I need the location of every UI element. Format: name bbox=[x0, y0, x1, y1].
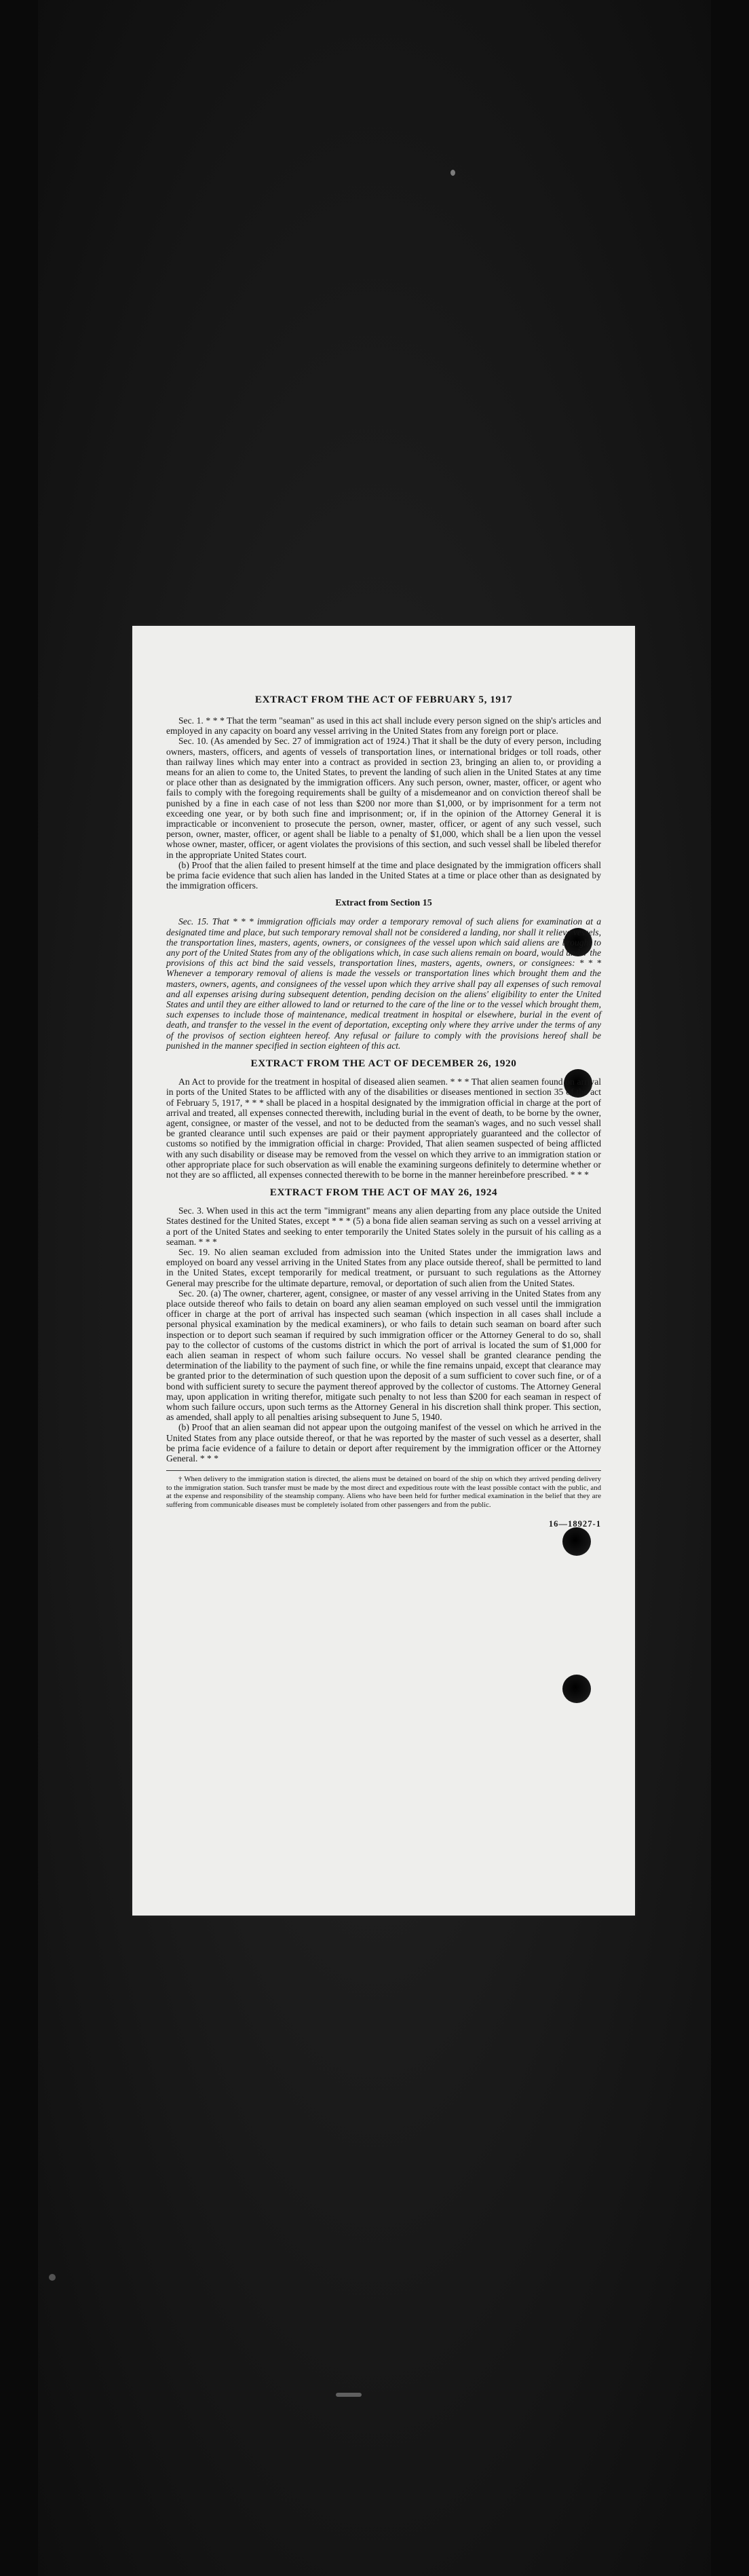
heading-act-1924: EXTRACT FROM THE ACT OF MAY 26, 1924 bbox=[269, 1187, 498, 1199]
section-20a: Sec. 20. (a) The owner, charterer, agent, consignee, or master of any vessel arriving in the United States from any place outside thereof who fails to detain on board any alien seaman employed on such vessel until the immigration officer in charge at the port of arrival has inspected such seaman (which inspection in all cases shall include a personal physical examination by the medical examiners), or who fails to detain such seaman on board after such inspection or to deport such seaman if required by such immigration officer or the Attorney General to do so, shall pay to the collector of customs of the customs district in which the port of arrival is located the sum of $1,000 for each alien seaman in respect of whom such failure occurs. No vessel shall be granted clearance pending the determination of the liability to the payment of such fine, or while the fine remains unpaid, except that clearance may be granted prior to the determination of such question upon the deposit of a sum sufficient to cover such fine, or of a bond with sufficient surety to secure the payment thereof approved by the collector of customs. The Attorney General may, upon application in writing therefor, mitigate such penalty to not less than $200 for each seaman in respect of whom such failure occurs, upon such terms as the Attorney General in his discretion shall think proper. This section, as amended, shall apply to all penalties arising subsequent to June 5, 1940. bbox=[166, 1288, 601, 1423]
punch-hole bbox=[562, 1675, 591, 1703]
film-edge-right bbox=[711, 0, 749, 2576]
section-10: Sec. 10. (As amended by Sec. 27 of immigration act of 1924.) That it shall be the duty of every person, including owners, masters, officers, and agents of vessels of transportation lines, or international bridges or toll roads, other than railway lines which may enter into a contract as provided in section 23, bringing an alien to, or providing a means for an alien to come to, the United States, to prevent the landing of such alien in the United States at any time or place other than as designated by the immigration officers. Any such person, owner, master, officer, or agent who fails to comply with the foregoing requirements shall be guilty of a misdemeanor and on conviction thereof shall be punished by a fine in each case of not less than $200 nor more than $1,000, or by imprisonment for a term not exceeding one year, or by both such fine and imprisonment; or, if in the opinion of the Attorney General it is impracticable or inconvenient to prosecute the person, owner, master, officer, or agent of any such vessel, such person, owner, master, officer, or agent shall be liable to a penalty of $1,000, which shall be a lien upon the vessel whose owner, master, officer, or agent violates the provisions of this section, and such vessel shall be libeled therefor in the appropriate United States court. bbox=[166, 736, 601, 860]
heading-act-1920: EXTRACT FROM THE ACT OF DECEMBER 26, 1920 bbox=[250, 1058, 517, 1070]
dust-speck bbox=[336, 2393, 362, 2397]
section-1: Sec. 1. * * * That the term "seaman" as used in this act shall include every person signed on the ship's articles and employed in any capacity on board any vessel arriving in the United States from any foreign port or place. bbox=[166, 715, 601, 736]
document-page bbox=[132, 626, 635, 1916]
film-edge-left bbox=[0, 0, 38, 2576]
section-3: Sec. 3. When used in this act the term "immigrant" means any alien departing from any place outside the United States destined for the United States, except * * * (5) a bona fide alien seaman serving as such on a vessel arriving at a port of the United States and seeking to enter temporarily the United States solely in the pursuit of his calling as a seaman. * * * bbox=[166, 1206, 601, 1247]
section-10b: (b) Proof that the alien failed to present himself at the time and place designated by the immigration officers shall be prima facie evidence that such alien has landed in the United States at a time or place other than as designated by the immigration officers. bbox=[166, 859, 601, 891]
heading-section-15: Extract from Section 15 bbox=[335, 898, 432, 909]
footnote: † When delivery to the immigration station is directed, the aliens must be detained on board of the ship on which they arrived pending delivery to the immigration station. Such transfer must be made by the most direct and expeditious route with the least possible contact with the public, and at the expense and responsibility of the steamship company. Aliens who have been held for further medical examination in the belief that they are suffering from communicable diseases must be completely isolated from other passengers and from the public. bbox=[166, 1475, 601, 1509]
section-20b: (b) Proof that an alien seaman did not appear upon the outgoing manifest of the vessel on which he arrived in the United States from any place outside thereof, or that he was reported by the master of such vessel as a deserter, shall be prima facie evidence of a failure to detain or deport after requirement by the immigration officer or the Attorney General. * * * bbox=[166, 1422, 601, 1463]
page-text bbox=[166, 694, 601, 1529]
punch-hole bbox=[562, 1527, 591, 1556]
act-1920-text: An Act to provide for the treatment in hospital of diseased alien seamen. * * * That alien seamen found on arrival in ports of the United States to be afflicted with any of the disabilities or diseases mentioned in section 35 of the act of February 5, 1917, * * * shall be placed in a hospital designated by the immigration official in charge at the port of arrival and treated, all expenses connected therewith, including burial in the event of death, to be borne by the owner, agent, consignee, or master of the vessel, and not to be deducted from the seaman's wages, and no such vessel shall be granted clearance until such expenses are paid or their payment appropriately guaranteed and the collector of customs so notified by the immigration official in charge: Provided, That alien seamen suspected of being afflicted with any such disability or disease may be removed from the vessel on which they arrive to an immigration station or other appropriate place for such observation as will enable the examining surgeons definitely to determine whether or not they are so afflicted, all expenses connected therewith to be borne in the manner hereinbefore prescribed. * * * bbox=[166, 1077, 601, 1180]
dust-speck bbox=[450, 170, 455, 176]
print-code: 16—18927-1 bbox=[548, 1518, 601, 1529]
dust-speck bbox=[49, 2274, 56, 2281]
heading-act-1917: EXTRACT FROM THE ACT OF FEBRUARY 5, 1917 bbox=[254, 694, 513, 705]
section-19: Sec. 19. No alien seaman excluded from admission into the United States under the immigration laws and employed on board any vessel arriving in the United States from any place outside thereof, shall be permitted to land in the United States, except temporarily for medical treatment, or pursuant to such regulations as the Attorney General may prescribe for the ultimate departure, removal, or deportation of such alien from the United States. bbox=[166, 1246, 601, 1288]
footnote-rule bbox=[166, 1470, 601, 1471]
section-15: Sec. 15. That * * * immigration officials may order a temporary removal of such aliens for examination at a designated time and place, but such temporary removal shall not be considered a landing, nor shall it relieve vessels, the transportation lines, masters, agents, owners, or consignees of the vessel upon which said aliens are brought to any port of the United States from any of the obligations which, in case such aliens remain on board, would under the provisions of this act bind the said vessels, transportation lines, masters, agents, owners, or consignees: * * * Whenever a temporary removal of aliens is made the vessels or transportation lines which brought them and the masters, owners, agents, and consignees of the vessel upon which they arrive shall pay all expenses of such removal and all expenses arising during subsequent detention, pending decision on the aliens' eligibility to enter the United States and until they are either allowed to land or returned to the care of the line or to the vessel which brought them, such expenses to include those of maintenance, medical treatment in hospital or elsewhere, burial in the event of death, and transfer to the vessel in the event of deportation, excepting only where they arrive under the terms of any of the provisos of section eighteen hereof. Any refusal or failure to comply with the provisions hereof shall be punished in the manner specified in section eighteen of this act. bbox=[166, 916, 601, 1051]
